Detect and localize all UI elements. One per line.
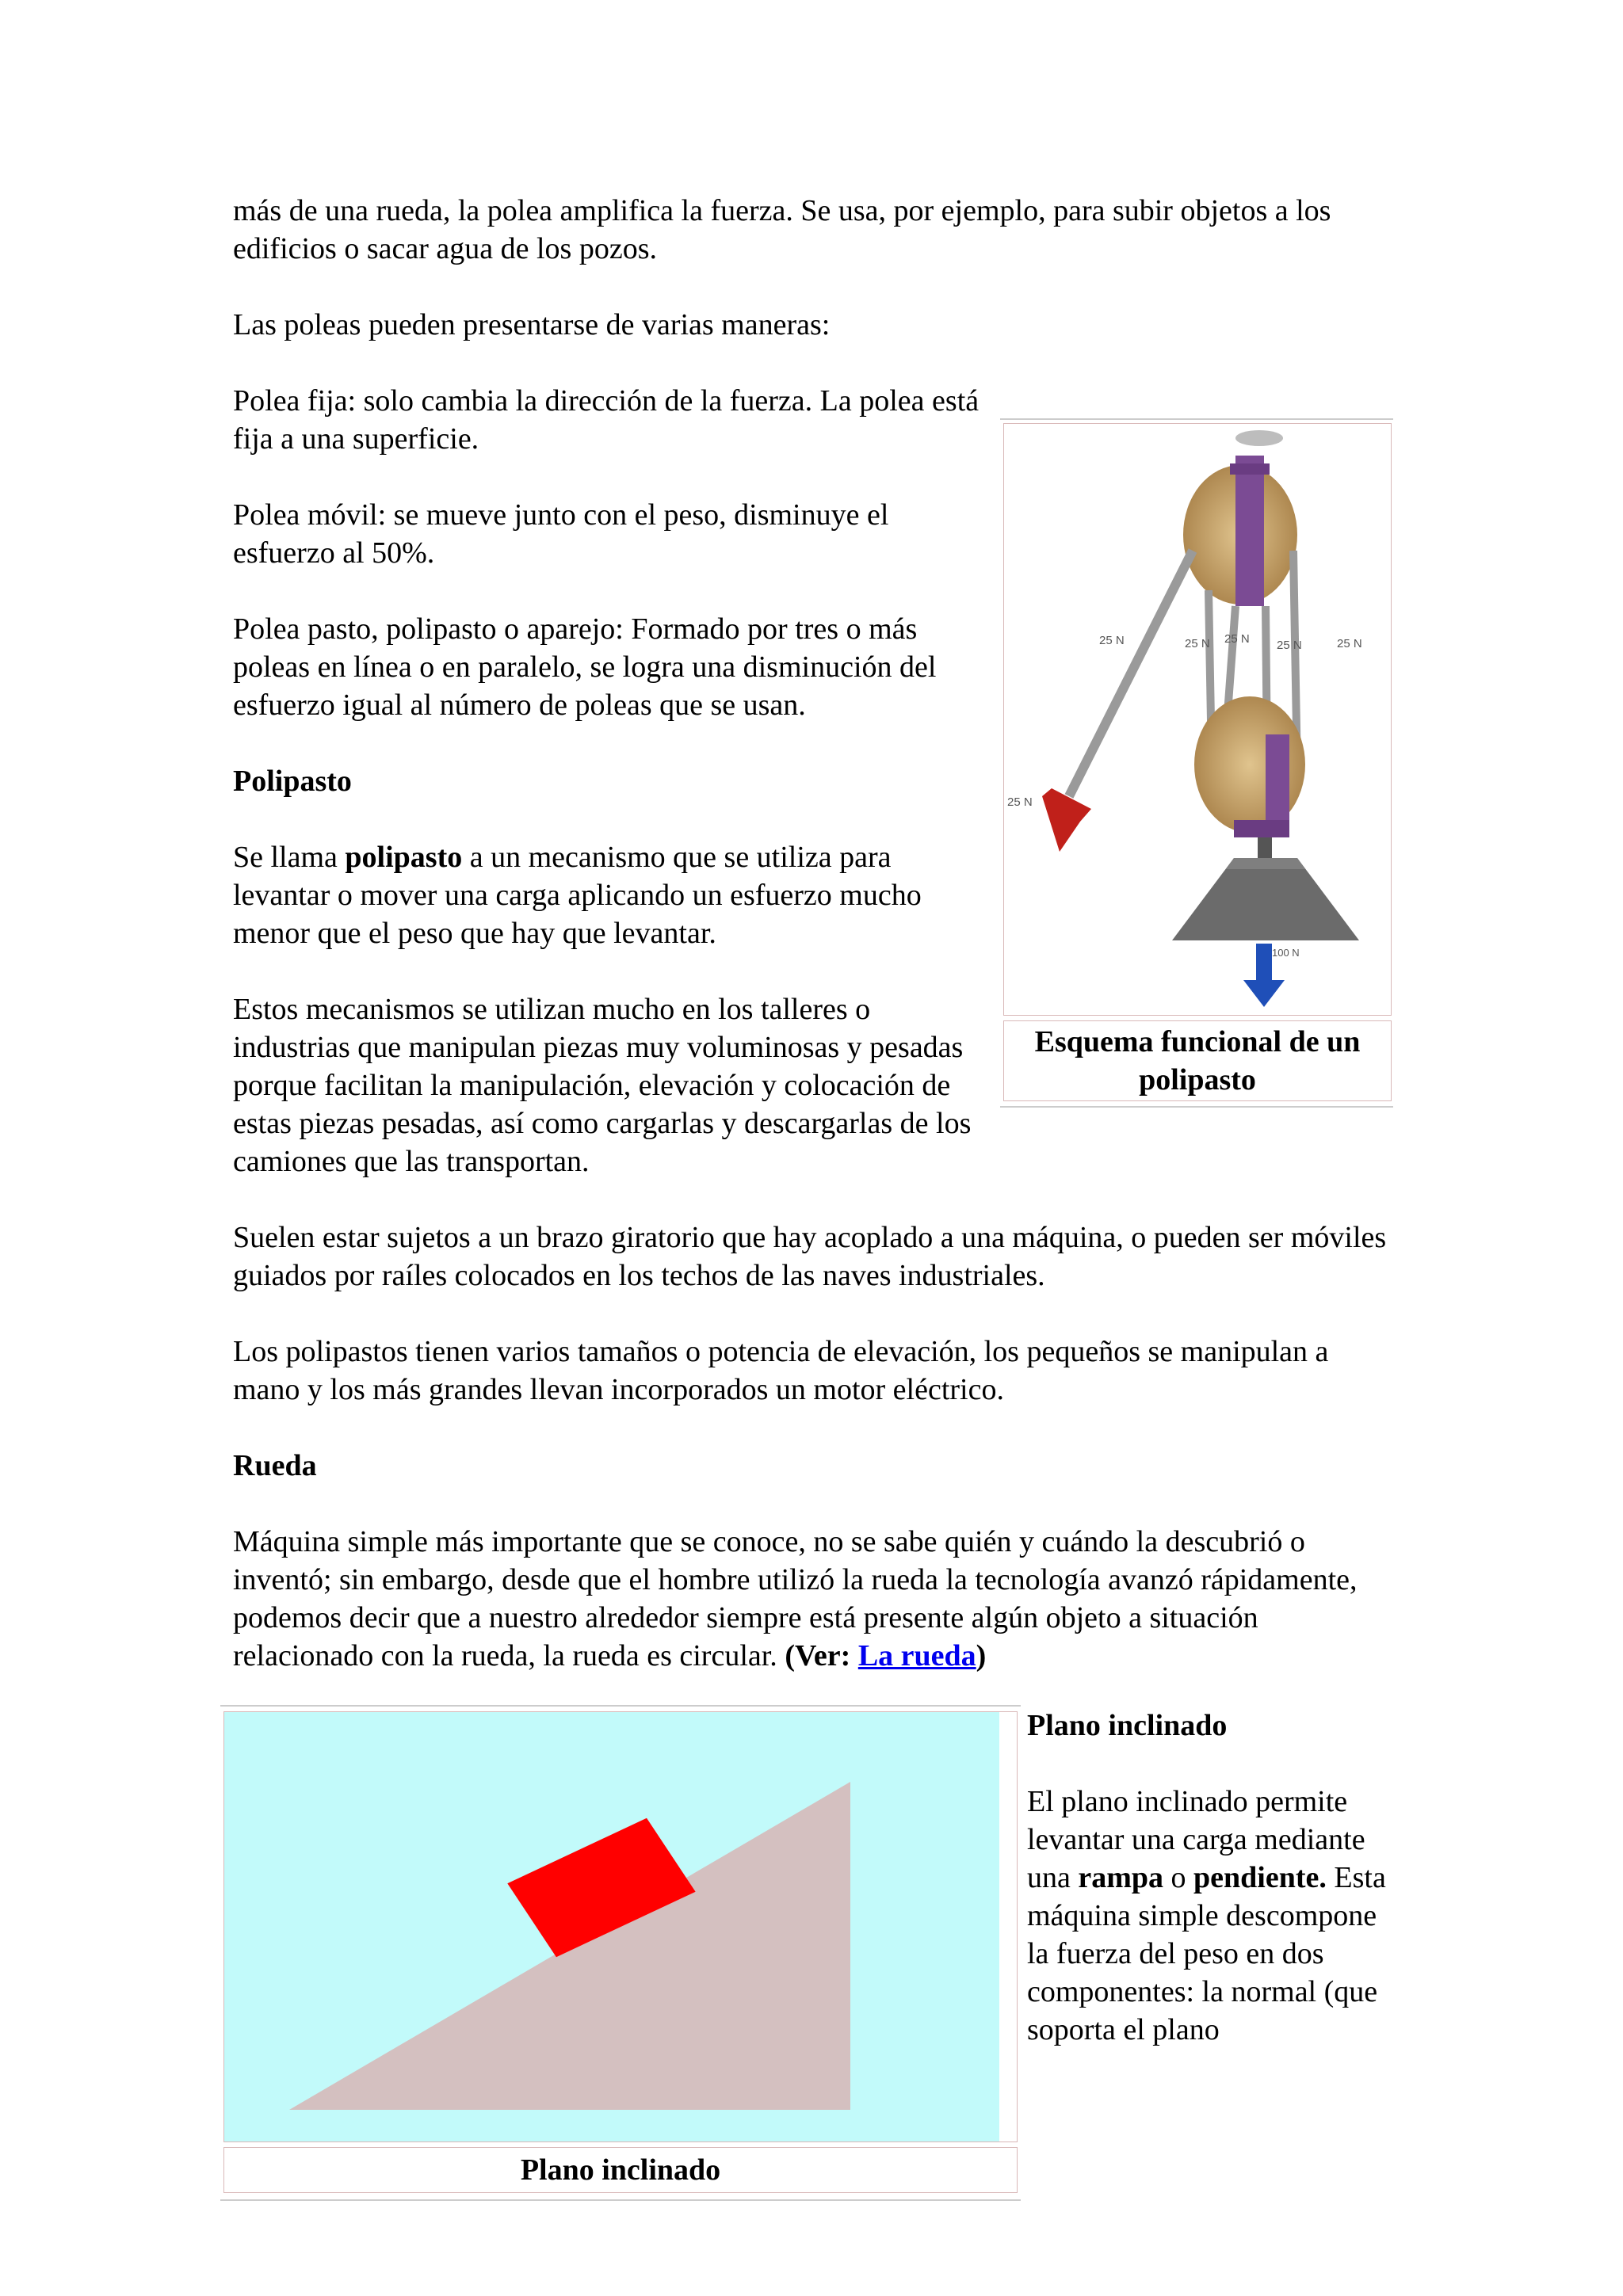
bold-term-rampa: rampa: [1078, 1861, 1164, 1894]
paragraph-polea-intro: más de una rueda, la polea amplifica la fuerza. Se usa, por ejemplo, para subir objetos a los edificios o sacar agua de los pozos.: [233, 194, 1331, 265]
paragraph-plano-inclinado: [1027, 1783, 1400, 2049]
polipasto-illustration: [1003, 423, 1392, 1016]
pull-rope: [1069, 551, 1193, 796]
heading-polipasto: Polipasto: [233, 765, 352, 798]
figure-plano-inclinado: [220, 1705, 1021, 2201]
paragraph-polipastos-tamanos: Los polipastos tienen varios tamaños o potencia de elevación, los pequeños se manipulan a mano y los más grandes llevan incorporados un motor eléctrico.: [233, 1335, 1329, 1406]
figure-polipasto: [1000, 418, 1393, 1108]
heading-rueda: Rueda: [233, 1449, 317, 1482]
plano-svg: [224, 1712, 1017, 2142]
bold-term-polipasto: polipasto: [345, 841, 463, 874]
load-arrow-head: [1243, 980, 1285, 1007]
text-segment: Esta máquina simple descompone la fuerza del peso en dos componentes: la normal (que soporta el plano: [1027, 1861, 1386, 2046]
load-top: [1226, 858, 1305, 869]
ceiling-mount: [1235, 430, 1283, 446]
figure-caption-polipasto: Esquema funcional de un polipasto: [1003, 1020, 1392, 1101]
force-label: 25 N: [1337, 637, 1362, 650]
ver-close: ): [976, 1639, 987, 1672]
paragraph-rueda: [233, 1523, 1390, 1675]
divider: [1000, 1106, 1393, 1108]
paragraph-polea-movil: Polea móvil: se mueve junto con el peso, disminuye el esfuerzo al 50%.: [233, 498, 889, 570]
frame-cap: [1230, 463, 1270, 475]
load-force-label: 100 N: [1272, 947, 1300, 959]
force-label: 25 N: [1224, 632, 1250, 646]
paragraph-polea-pasto: Polea pasto, polipasto o aparejo: Formado por tres o más poleas en línea o en paralelo, se logra una disminución del esfuerzo igual al número de poleas que se usan.: [233, 612, 937, 722]
force-label: 25 N: [1185, 637, 1210, 650]
force-label: 25 N: [1099, 634, 1125, 647]
plano-inclinado-illustration: [223, 1711, 1018, 2142]
link-la-rueda[interactable]: La rueda: [857, 1639, 976, 1672]
text-segment: o: [1163, 1861, 1194, 1894]
heading-plano-inclinado: Plano inclinado: [1027, 1709, 1228, 1742]
paragraph-mecanismos-talleres: Estos mecanismos se utilizan mucho en los talleres o industrias que manipulan piezas muy voluminosas y pesadas porque facilitan la manipulación, elevación y colocación de estas piezas pesadas, así como cargarlas y descargarlas de los camiones que las transportan.: [233, 993, 972, 1178]
divider: [220, 2199, 1021, 2201]
paragraph-polipasto-def: [233, 838, 994, 952]
text-segment: a un mecanismo que se utiliza para levantar o mover una carga aplicando un esfuerzo mucho menor que el peso que hay que levantar.: [233, 841, 922, 950]
ver-label: (Ver:: [777, 1639, 858, 1672]
paragraph-brazo-giratorio: Suelen estar sujetos a un brazo giratorio que hay acoplado a una máquina, o pueden ser móviles guiados por raíles colocados en los techos de las naves industriales.: [233, 1221, 1387, 1292]
paragraph-polea-fija: Polea fija: solo cambia la dirección de la fuerza. La polea está fija a una superficie.: [233, 384, 980, 456]
pull-arrow: [1042, 788, 1091, 852]
divider: [220, 1705, 1021, 1707]
text-segment: Máquina simple más importante que se conoce, no se sabe quién y cuándo la descubrió o inventó; sin embargo, desde que el hombre utilizó la rueda la tecnología avanzó rápidamente, podemos decir que a nuestro alrededor siempre está presente algún objeto a situación relacionado con la rueda, la rueda es circular.: [233, 1525, 1358, 1672]
top-pulley-frame: [1235, 456, 1264, 606]
text-segment: El plano inclinado permite levantar una carga mediante una: [1027, 1785, 1365, 1894]
hook: [1258, 837, 1272, 858]
load-weight: [1172, 858, 1359, 940]
figure-caption-plano: Plano inclinado: [223, 2147, 1018, 2193]
paragraph-poleas-maneras: Las poleas pueden presentarse de varias maneras:: [233, 308, 831, 341]
pull-force-label: 25 N: [1007, 795, 1033, 809]
bold-term-pendiente: pendiente.: [1193, 1861, 1327, 1894]
frame-base: [1234, 820, 1289, 837]
polipasto-svg: [1004, 424, 1391, 1015]
force-label: 25 N: [1277, 639, 1302, 652]
load-arrow-shaft: [1256, 944, 1272, 983]
text-segment: Se llama: [233, 841, 346, 874]
divider: [1000, 418, 1393, 420]
